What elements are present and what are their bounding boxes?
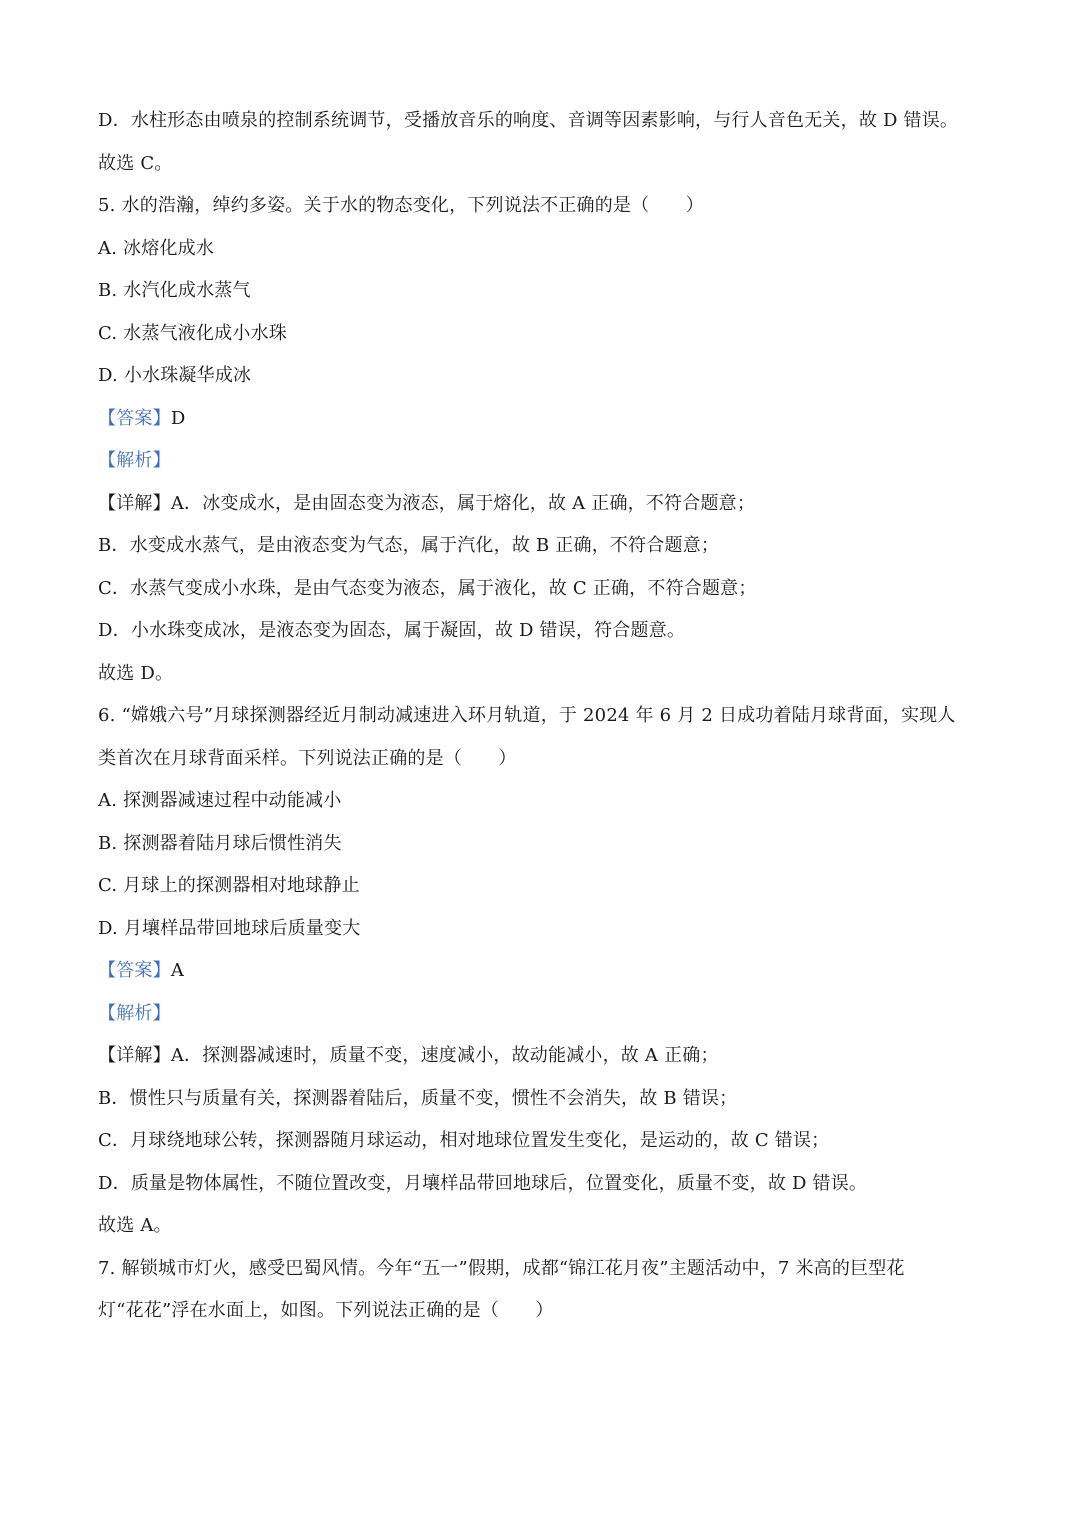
- q5-detail-text-a: A．冰变成水，是由固态变为液态，属于熔化，故 A 正确，不符合题意；: [170, 492, 756, 514]
- q5-detail-line-1: [98, 483, 998, 526]
- q5-option-a: A. 冰熔化成水: [98, 237, 215, 259]
- q5-detail-line-4: D．小水珠变成冰，是液态变为固态，属于凝固，故 D 错误，符合题意。: [98, 620, 686, 641]
- q6-answer-tag: 【答案】: [98, 960, 171, 981]
- q6-option-a: A. 探测器减速过程中动能减小: [98, 790, 342, 811]
- q6-detail-text-a: A．探测器减速时，质量不变，速度减小，故动能减小，故 A 正确；: [170, 1045, 719, 1066]
- q6-detail-line-4: D．质量是物体属性，不随位置改变，月壤样品带回地球后，位置变化，质量不变，故 D 错误。: [98, 1172, 868, 1194]
- q5-option-d: D. 小水珠凝华成冰: [98, 365, 252, 386]
- q5-answer-value: D: [170, 407, 186, 429]
- q6-analysis: [98, 993, 998, 1036]
- q6-answer: [98, 950, 998, 993]
- q5-option-b: B. 水汽化成水蒸气: [98, 280, 251, 301]
- q5-option-c: C. 水蒸气液化成小水珠: [98, 322, 287, 344]
- q5-detail-tag: 【详解】: [98, 492, 171, 514]
- q6-detail-line-1: [98, 1035, 998, 1078]
- q5-stem: 5. 水的浩瀚，绰约多姿。关于水的物态变化，下列说法不正确的是（ ）: [98, 195, 704, 216]
- q6-stem-line-2: 类首次在月球背面采样。下列说法正确的是（ ）: [98, 747, 517, 769]
- q6-detail-tag: 【详解】: [98, 1045, 171, 1066]
- q6-option-d: D. 月壤样品带回地球后质量变大: [98, 917, 361, 939]
- q7-stem-line-1: 7. 解锁城市灯火，感受巴蜀风情。今年“五一”假期，成都“锦江花月夜”主题活动中，7 米高的巨型花: [98, 1257, 905, 1279]
- document-page: [98, 100, 998, 1333]
- q6-answer-value: A: [170, 960, 185, 981]
- q6-conclusion: 故选 A。: [98, 1215, 172, 1236]
- q5-detail-line-2: B．水变成水蒸气，是由液态变为气态，属于汽化，故 B 正确，不符合题意；: [98, 535, 720, 556]
- q7-stem-line-2: 灯“花花”浮在水面上，如图。下列说法正确的是（ ）: [98, 1300, 554, 1321]
- q5-answer: [98, 398, 998, 441]
- q6-option-b: B. 探测器着陆月球后惯性消失: [98, 832, 342, 854]
- q6-analysis-tag: 【解析】: [98, 1002, 171, 1024]
- q4-conclusion: 故选 C。: [98, 152, 173, 174]
- q5-analysis: [98, 440, 998, 483]
- q5-conclusion: 故选 D。: [98, 662, 174, 684]
- q5-answer-tag: 【答案】: [98, 407, 171, 429]
- q6-detail-line-2: B．惯性只与质量有关，探测器着陆后，质量不变，惯性不会消失，故 B 错误；: [98, 1087, 738, 1109]
- q6-stem-line-1: 6. “嫦娥六号”月球探测器经近月制动减速进入环月轨道，于 2024 年 6 月 2 日成功着陆月球背面，实现人: [98, 705, 956, 726]
- q4-option-d-detail: D．水柱形态由喷泉的控制系统调节，受播放音乐的响度、音调等因素影响，与行人音色无关，故 D 错误。: [98, 110, 959, 131]
- q5-detail-line-3: C．水蒸气变成小水珠，是由气态变为液态，属于液化，故 C 正确，不符合题意；: [98, 577, 757, 599]
- q5-analysis-tag: 【解析】: [98, 450, 171, 471]
- q6-detail-line-3: C．月球绕地球公转，探测器随月球运动，相对地球位置发生变化，是运动的，故 C 错误；: [98, 1130, 830, 1151]
- q6-option-c: C. 月球上的探测器相对地球静止: [98, 875, 360, 896]
